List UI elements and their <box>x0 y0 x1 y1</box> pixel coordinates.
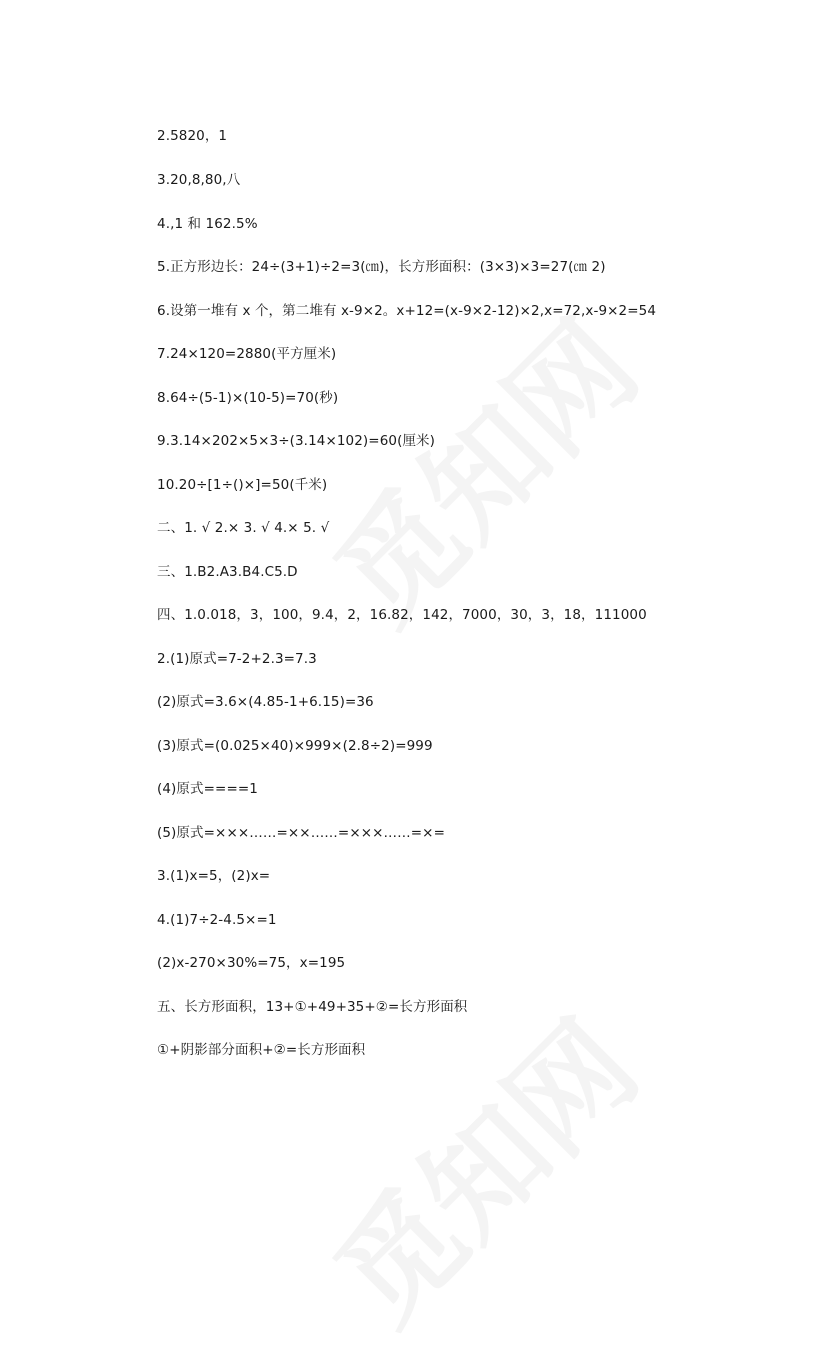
watermark-bottom <box>292 978 668 1354</box>
section-3-answers: 三、1.B2.A3.B4.C5.D <box>157 564 298 580</box>
answer-line-6: 7.24×120=2880(平方厘米) <box>157 346 337 362</box>
answer-line-13: 2.(1)原式=7-2+2.3=7.3 <box>157 651 317 667</box>
answer-line-4: 5.正方形边长：24÷(3+1)÷2=3(㎝)，长方形面积：(3×3)×3=27(㎝ 2) <box>157 259 606 275</box>
answer-line-2: 3.20,8,80,八 <box>157 172 241 188</box>
section-5-answer: 五、长方形面积，13+①+49+35+②=长方形面积 <box>157 999 468 1015</box>
answer-line-15: (3)原式=(0.025×40)×999×(2.8÷2)=999 <box>157 738 433 754</box>
answer-line-19: 4.(1)7÷2-4.5×=1 <box>157 912 277 928</box>
answer-line-8: 9.3.14×202×5×3÷(3.14×102)=60(厘米) <box>157 433 436 449</box>
answer-line-14: (2)原式=3.6×(4.85-1+6.15)=36 <box>157 694 374 710</box>
answer-line-3: 4.,1 和 162.5% <box>157 216 258 232</box>
answer-line-17: (5)原式=×××……=××……=×××……=×= <box>157 825 445 841</box>
watermark <box>292 278 668 654</box>
section-4-answers: 四、1.0.018，3，100，9.4，2，16.82，142，7000，30，3，18，111000 <box>157 607 647 623</box>
answer-line-5: 6.设第一堆有 x 个，第二堆有 x-9×2。x+12=(x-9×2-12)×2,x=72,x-9×2=54 <box>157 303 657 319</box>
answer-line-20: (2)x-270×30%=75，x=195 <box>157 955 346 971</box>
answer-line-22: ①+阴影部分面积+②=长方形面积 <box>157 1042 366 1058</box>
answer-line-1: 2.5820，1 <box>157 128 228 144</box>
answer-line-16: (4)原式====1 <box>157 781 258 797</box>
answer-line-9: 10.20÷[1÷()×]=50(千米) <box>157 477 328 493</box>
answer-line-18: 3.(1)x=5，(2)x= <box>157 868 271 884</box>
section-2-answers: 二、1. √ 2.× 3. √ 4.× 5. √ <box>157 520 330 536</box>
answer-line-7: 8.64÷(5-1)×(10-5)=70(秒) <box>157 390 339 406</box>
